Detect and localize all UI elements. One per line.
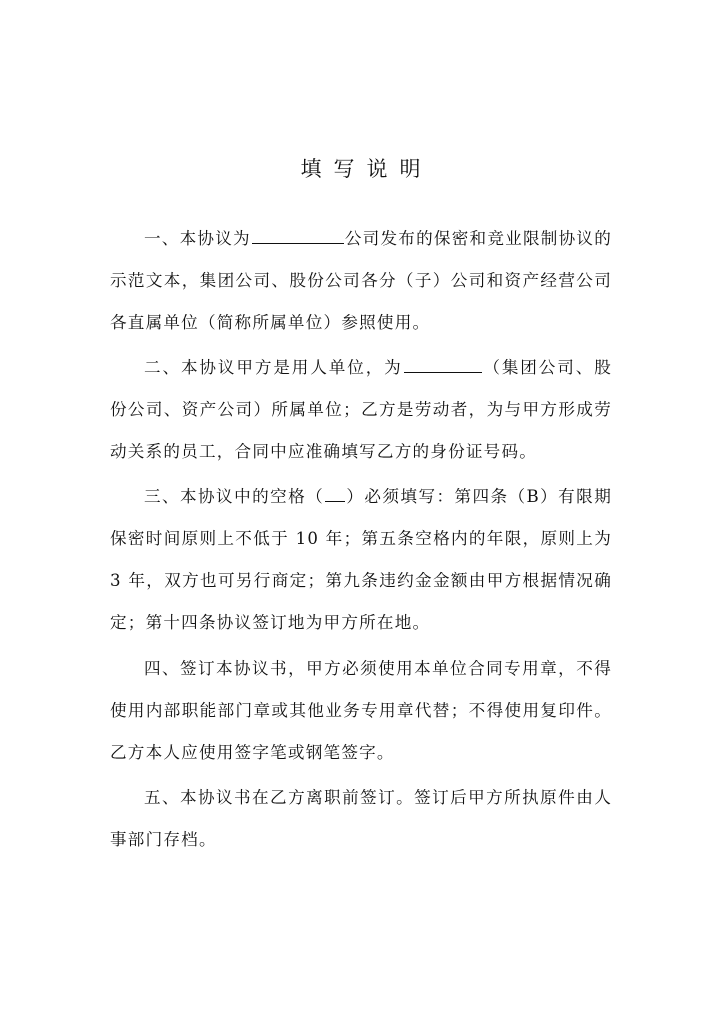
paragraph-1-lead: 一、本协议为 xyxy=(144,229,251,248)
instruction-paragraph-3 xyxy=(110,476,612,644)
instruction-paragraph-5: 五、本协议书在乙方离职前签订。签订后甲方所执原件由人事部门存档。 xyxy=(110,788,612,849)
paragraph-2-lead: 二、本协议甲方是用人单位，为 xyxy=(144,358,403,377)
paragraph-3-lead: 三、本协议中的空格（ xyxy=(144,487,325,506)
instruction-paragraph-1 xyxy=(110,218,612,344)
employer-blank xyxy=(404,355,482,373)
blank-example xyxy=(325,484,345,502)
instruction-paragraph-2 xyxy=(110,347,612,473)
instruction-paragraph-4: 四、签订本协议书，甲方必须使用本单位合同专用章，不得使用内部职能部门章或其他业务专用章代替；不得使用复印件。乙方本人应使用签字笔或钢笔签字。 xyxy=(110,659,612,762)
company-name-blank xyxy=(252,226,344,244)
paragraph-2-rest: （集团公司、股份公司、资产公司）所属单位；乙方是劳动者，为与甲方形成劳动关系的员工，合同中应准确填写乙方的身份证号码。 xyxy=(110,358,612,461)
paragraph-3-rest: ）必须填写：第四条（B）有限期保密时间原则上不低于 10 年；第五条空格内的年限，原则上为 3 年，双方也可另行商定；第九条违约金金额由甲方根据情况确定；第十四条协议签订地为甲方所在地。 xyxy=(110,487,612,632)
paragraph-1-rest: 公司发布的保密和竞业限制协议的示范文本，集团公司、股份公司各分（子）公司和资产经营公司各直属单位（简称所属单位）参照使用。 xyxy=(110,229,612,332)
document-title: 填写说明 xyxy=(300,157,433,181)
